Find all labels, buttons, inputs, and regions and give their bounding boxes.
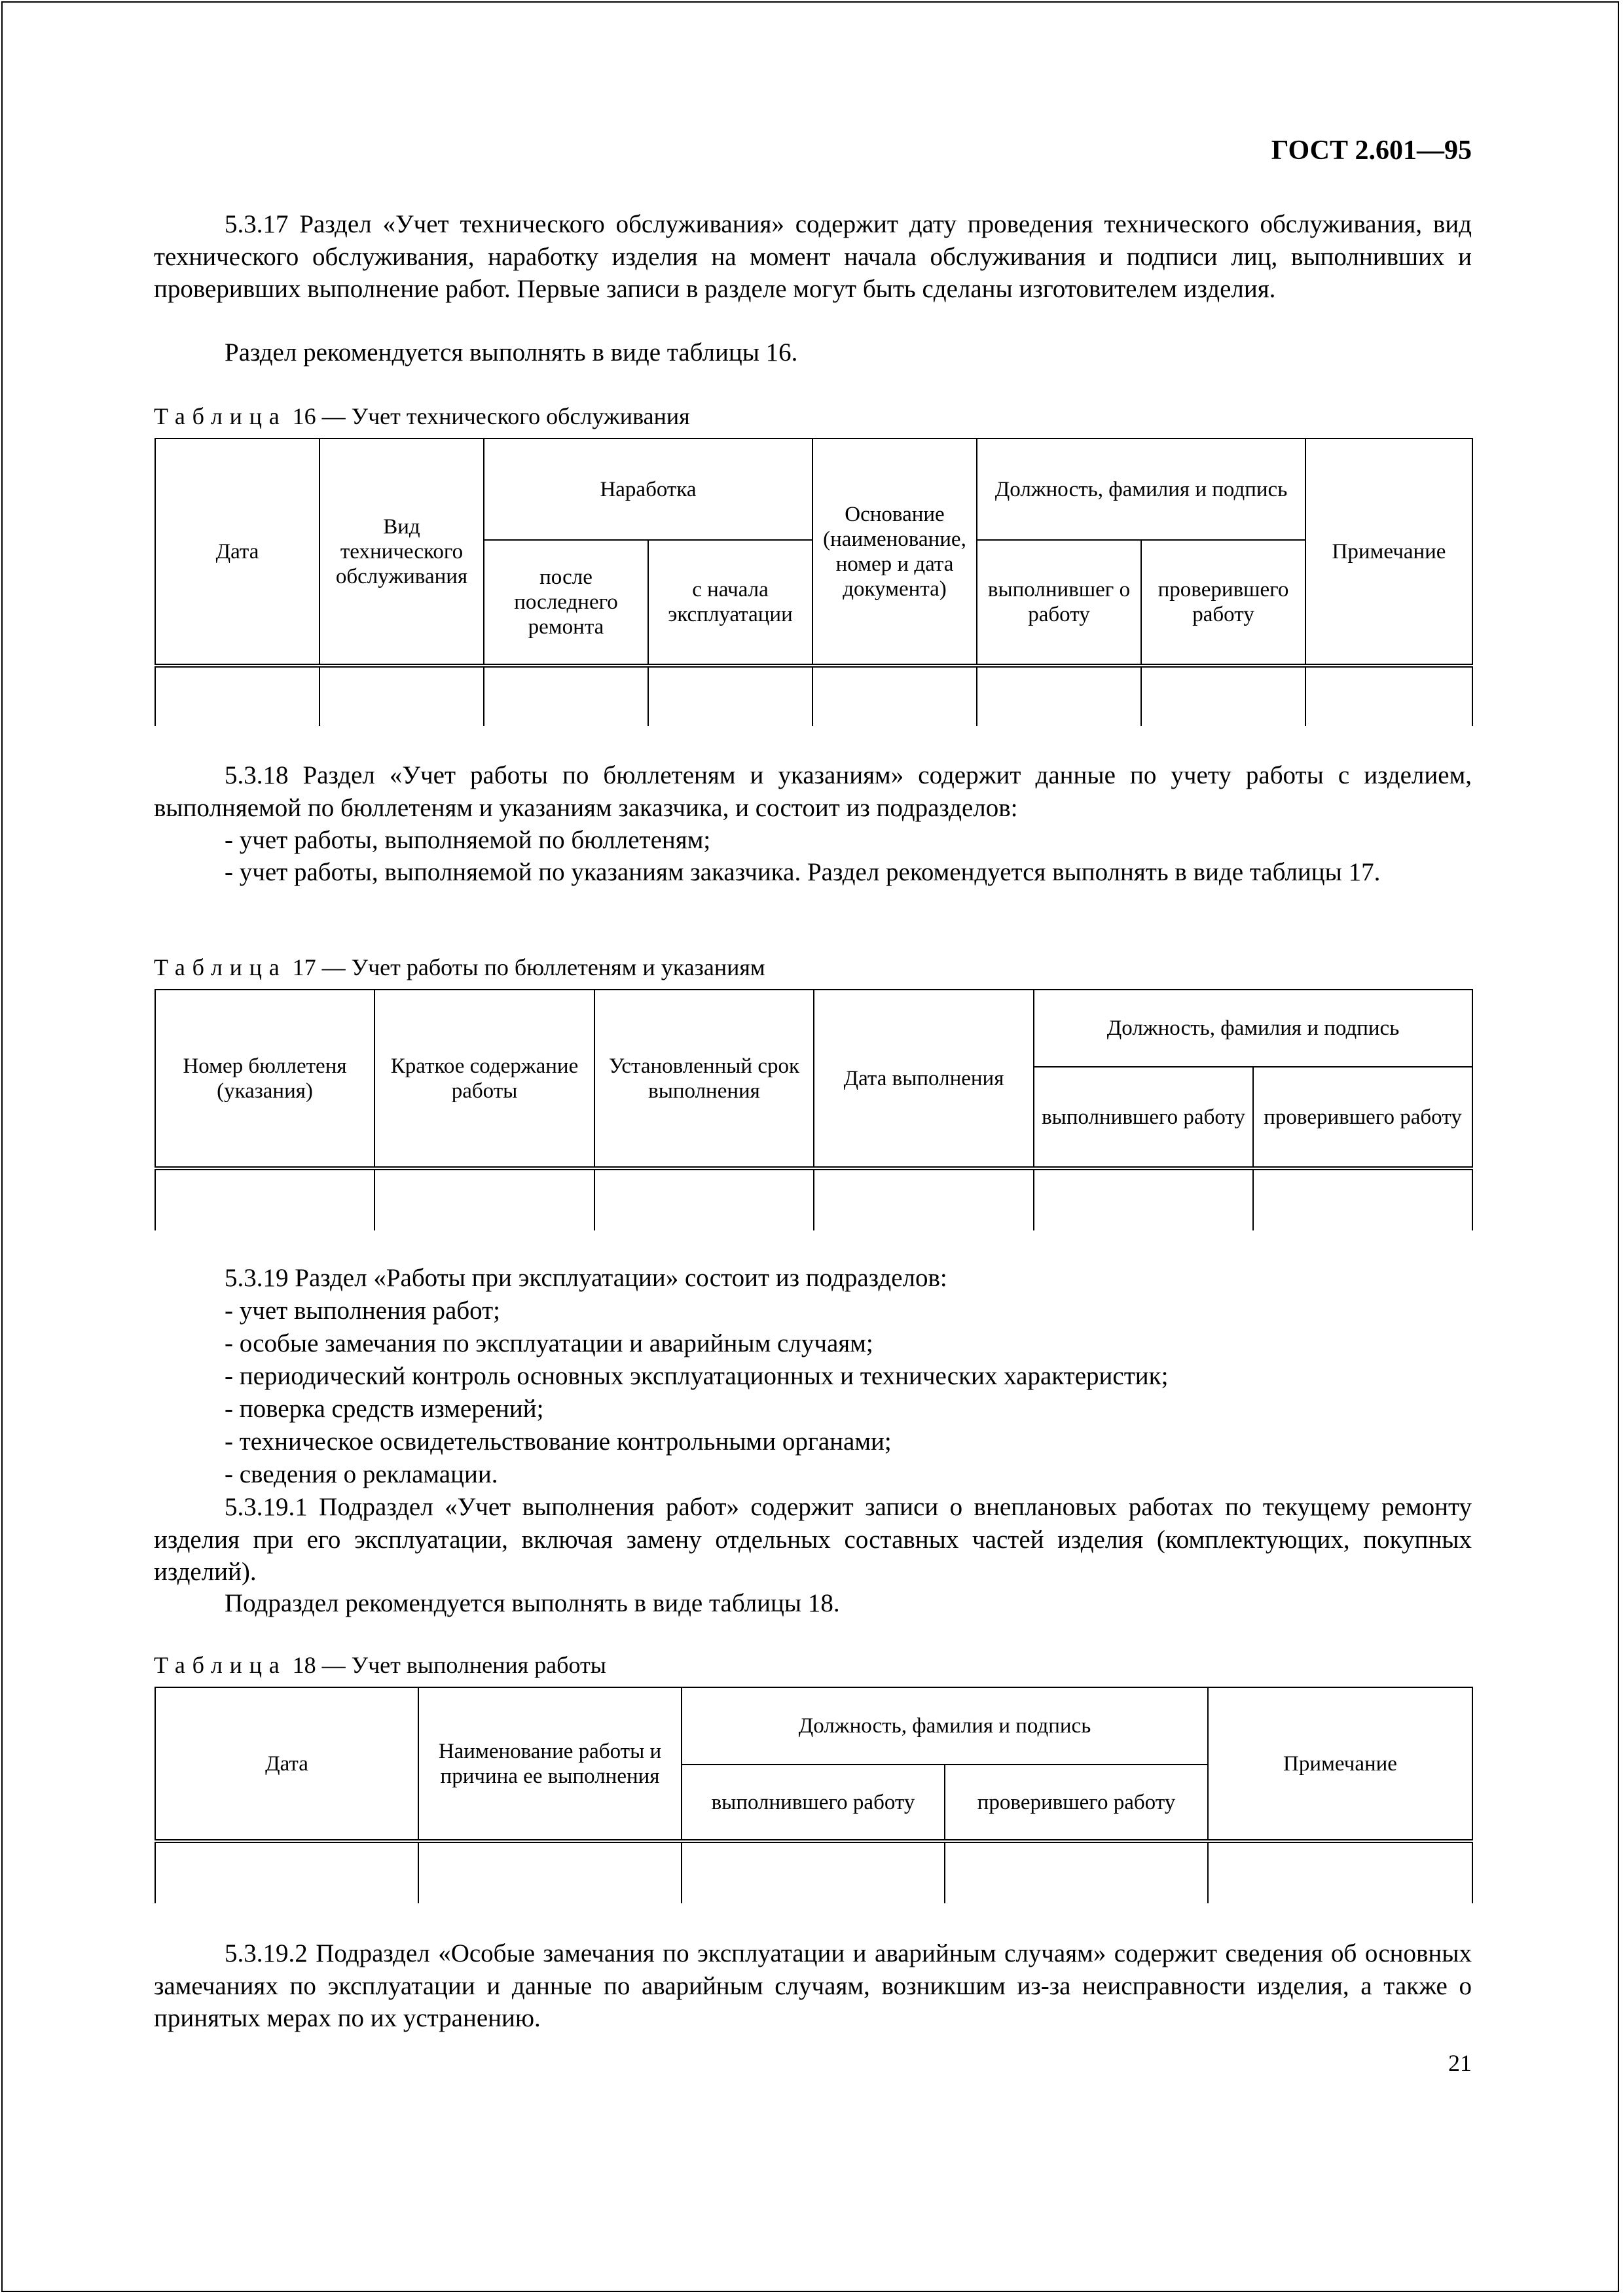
paragraph-5-3-19-2: 5.3.19.2 Подраздел «Особые замечания по эксплуатации и аварийным случаям» содержит сведения об основных замечаниях по эксплуатации и данные по аварийным случаям, возникшим из-за неисправности изделия, а также о принятых мерах по их устранению. [154, 1939, 1472, 2032]
table18-header-signature: Должность, фамилия и подпись [682, 1687, 1208, 1765]
table18-caption [154, 1651, 606, 1679]
table17-header-exec-date: Дата выполнения [814, 990, 1034, 1168]
table16-header-type: Вид технического обслуживания [319, 439, 484, 666]
paragraph-5-3-17: 5.3.17 Раздел «Учет технического обслуживания» содержит дату проведения технического обслуживания, вид технического обслуживания, наработку изделия на момент начала обслуживания и подписи лиц, выполнивших и проверивших выполнение работ. Первые записи в разделе могут быть сделаны изготовителем изделия. [154, 210, 1472, 303]
table17-header-performed: выполнившего работу [1034, 1067, 1253, 1168]
table16-header-note: Примечание [1305, 439, 1472, 666]
table18-cell [682, 1841, 945, 1903]
table16-caption [154, 402, 690, 431]
table16-cell [1305, 666, 1472, 726]
paragraph-5-3-18: 5.3.18 Раздел «Учет работы по бюллетеням и указаниям» содержит данные по учету работы с изделием, выполняемой по бюллетеням и указаниям заказчика, и состоит из подразделов: [154, 761, 1472, 822]
table16-cell [319, 666, 484, 726]
table18-cell [155, 1841, 418, 1903]
paragraph-table18-ref: Подраздел рекомендуется выполнять в виде таблицы 18. [225, 1589, 840, 1617]
table16-header-checked: проверившего работу [1141, 540, 1305, 666]
table-18 [155, 1687, 1473, 1903]
table17-caption-title: 17 — Учет работы по бюллетеням и указаниям [286, 954, 765, 980]
table17-cell [814, 1168, 1034, 1230]
list-item: - учет работы, выполняемой по бюллетеням; [225, 826, 711, 854]
table17-header-signature: Должность, фамилия и подпись [1034, 990, 1472, 1067]
table16-cell [484, 666, 648, 726]
table17-header-checked: проверившего работу [1253, 1067, 1472, 1168]
paragraph-5-3-19: 5.3.19 Раздел «Работы при эксплуатации» состоит из подразделов: [225, 1264, 947, 1292]
table-17 [155, 989, 1473, 1230]
table17-caption [154, 953, 765, 982]
paragraph-table17-ref: - учет работы, выполняемой по указаниям заказчика. Раздел рекомендуется выполнять в виде таблицы 17. [225, 858, 1381, 886]
list-item: - техническое освидетельствование контрольными органами; [225, 1427, 892, 1456]
table18-header-date: Дата [155, 1687, 418, 1841]
paragraph-5-3-19-1: 5.3.19.1 Подраздел «Учет выполнения работ» содержит записи о внеплановых работах по текущему ремонту изделия при его эксплуатации, включая замену отдельных составных частей изделия (комплектующих, покупных изделий). [154, 1493, 1472, 1586]
table16-caption-title: 16 — Учет технического обслуживания [286, 403, 690, 429]
table17-header-deadline: Установленный срок выполнения [594, 990, 814, 1168]
list-item: - сведения о рекламации. [225, 1460, 498, 1488]
table17-cell [594, 1168, 814, 1230]
table17-header-bulletin: Номер бюллетеня (указания) [155, 990, 374, 1168]
table18-caption-title: 18 — Учет выполнения работы [286, 1652, 606, 1678]
table18-header-performed: выполнившего работу [682, 1765, 945, 1841]
paragraph-table16-ref: Раздел рекомендуется выполнять в виде таблицы 16. [225, 338, 798, 367]
table18-caption-label: Таблица [154, 1652, 287, 1678]
table18-header-name: Наименование работы и причина ее выполнения [418, 1687, 682, 1841]
document-code: ГОСТ 2.601—95 [1271, 135, 1472, 166]
table16-cell [648, 666, 812, 726]
table16-cell [1141, 666, 1305, 726]
list-item: - особые замечания по эксплуатации и аварийным случаям; [225, 1329, 873, 1357]
table16-header-since-start: с начала эксплуатации [648, 540, 812, 666]
table17-cell [1253, 1168, 1472, 1230]
table18-cell [1208, 1841, 1472, 1903]
table18-header-note: Примечание [1208, 1687, 1472, 1841]
table17-header-summary: Краткое содержание работы [374, 990, 594, 1168]
table17-cell [1034, 1168, 1253, 1230]
table-16 [155, 438, 1473, 726]
table16-cell [812, 666, 977, 726]
table17-cell [374, 1168, 594, 1230]
table18-cell [418, 1841, 682, 1903]
table18-header-checked: проверившего работу [945, 1765, 1208, 1841]
page-number: 21 [1448, 2050, 1472, 2076]
table16-caption-label: Таблица [154, 403, 287, 429]
list-item: - периодический контроль основных эксплуатационных и технических характеристик; [225, 1362, 1169, 1390]
table16-cell [155, 666, 319, 726]
table17-caption-label: Таблица [154, 954, 287, 980]
table16-header-signature: Должность, фамилия и подпись [977, 439, 1305, 540]
list-item: - учет выполнения работ; [225, 1297, 501, 1325]
table16-header-after-repair: после последнего ремонта [484, 540, 648, 666]
table16-header-performed: выполнившег о работу [977, 540, 1141, 666]
table16-header-basis: Основание (наименование, номер и дата документа) [812, 439, 977, 666]
table16-cell [977, 666, 1141, 726]
table16-header-date: Дата [155, 439, 319, 666]
table17-cell [155, 1168, 374, 1230]
table18-cell [945, 1841, 1208, 1903]
list-item: - поверка средств измерений; [225, 1395, 544, 1423]
table16-header-runtime: Наработка [484, 439, 812, 540]
